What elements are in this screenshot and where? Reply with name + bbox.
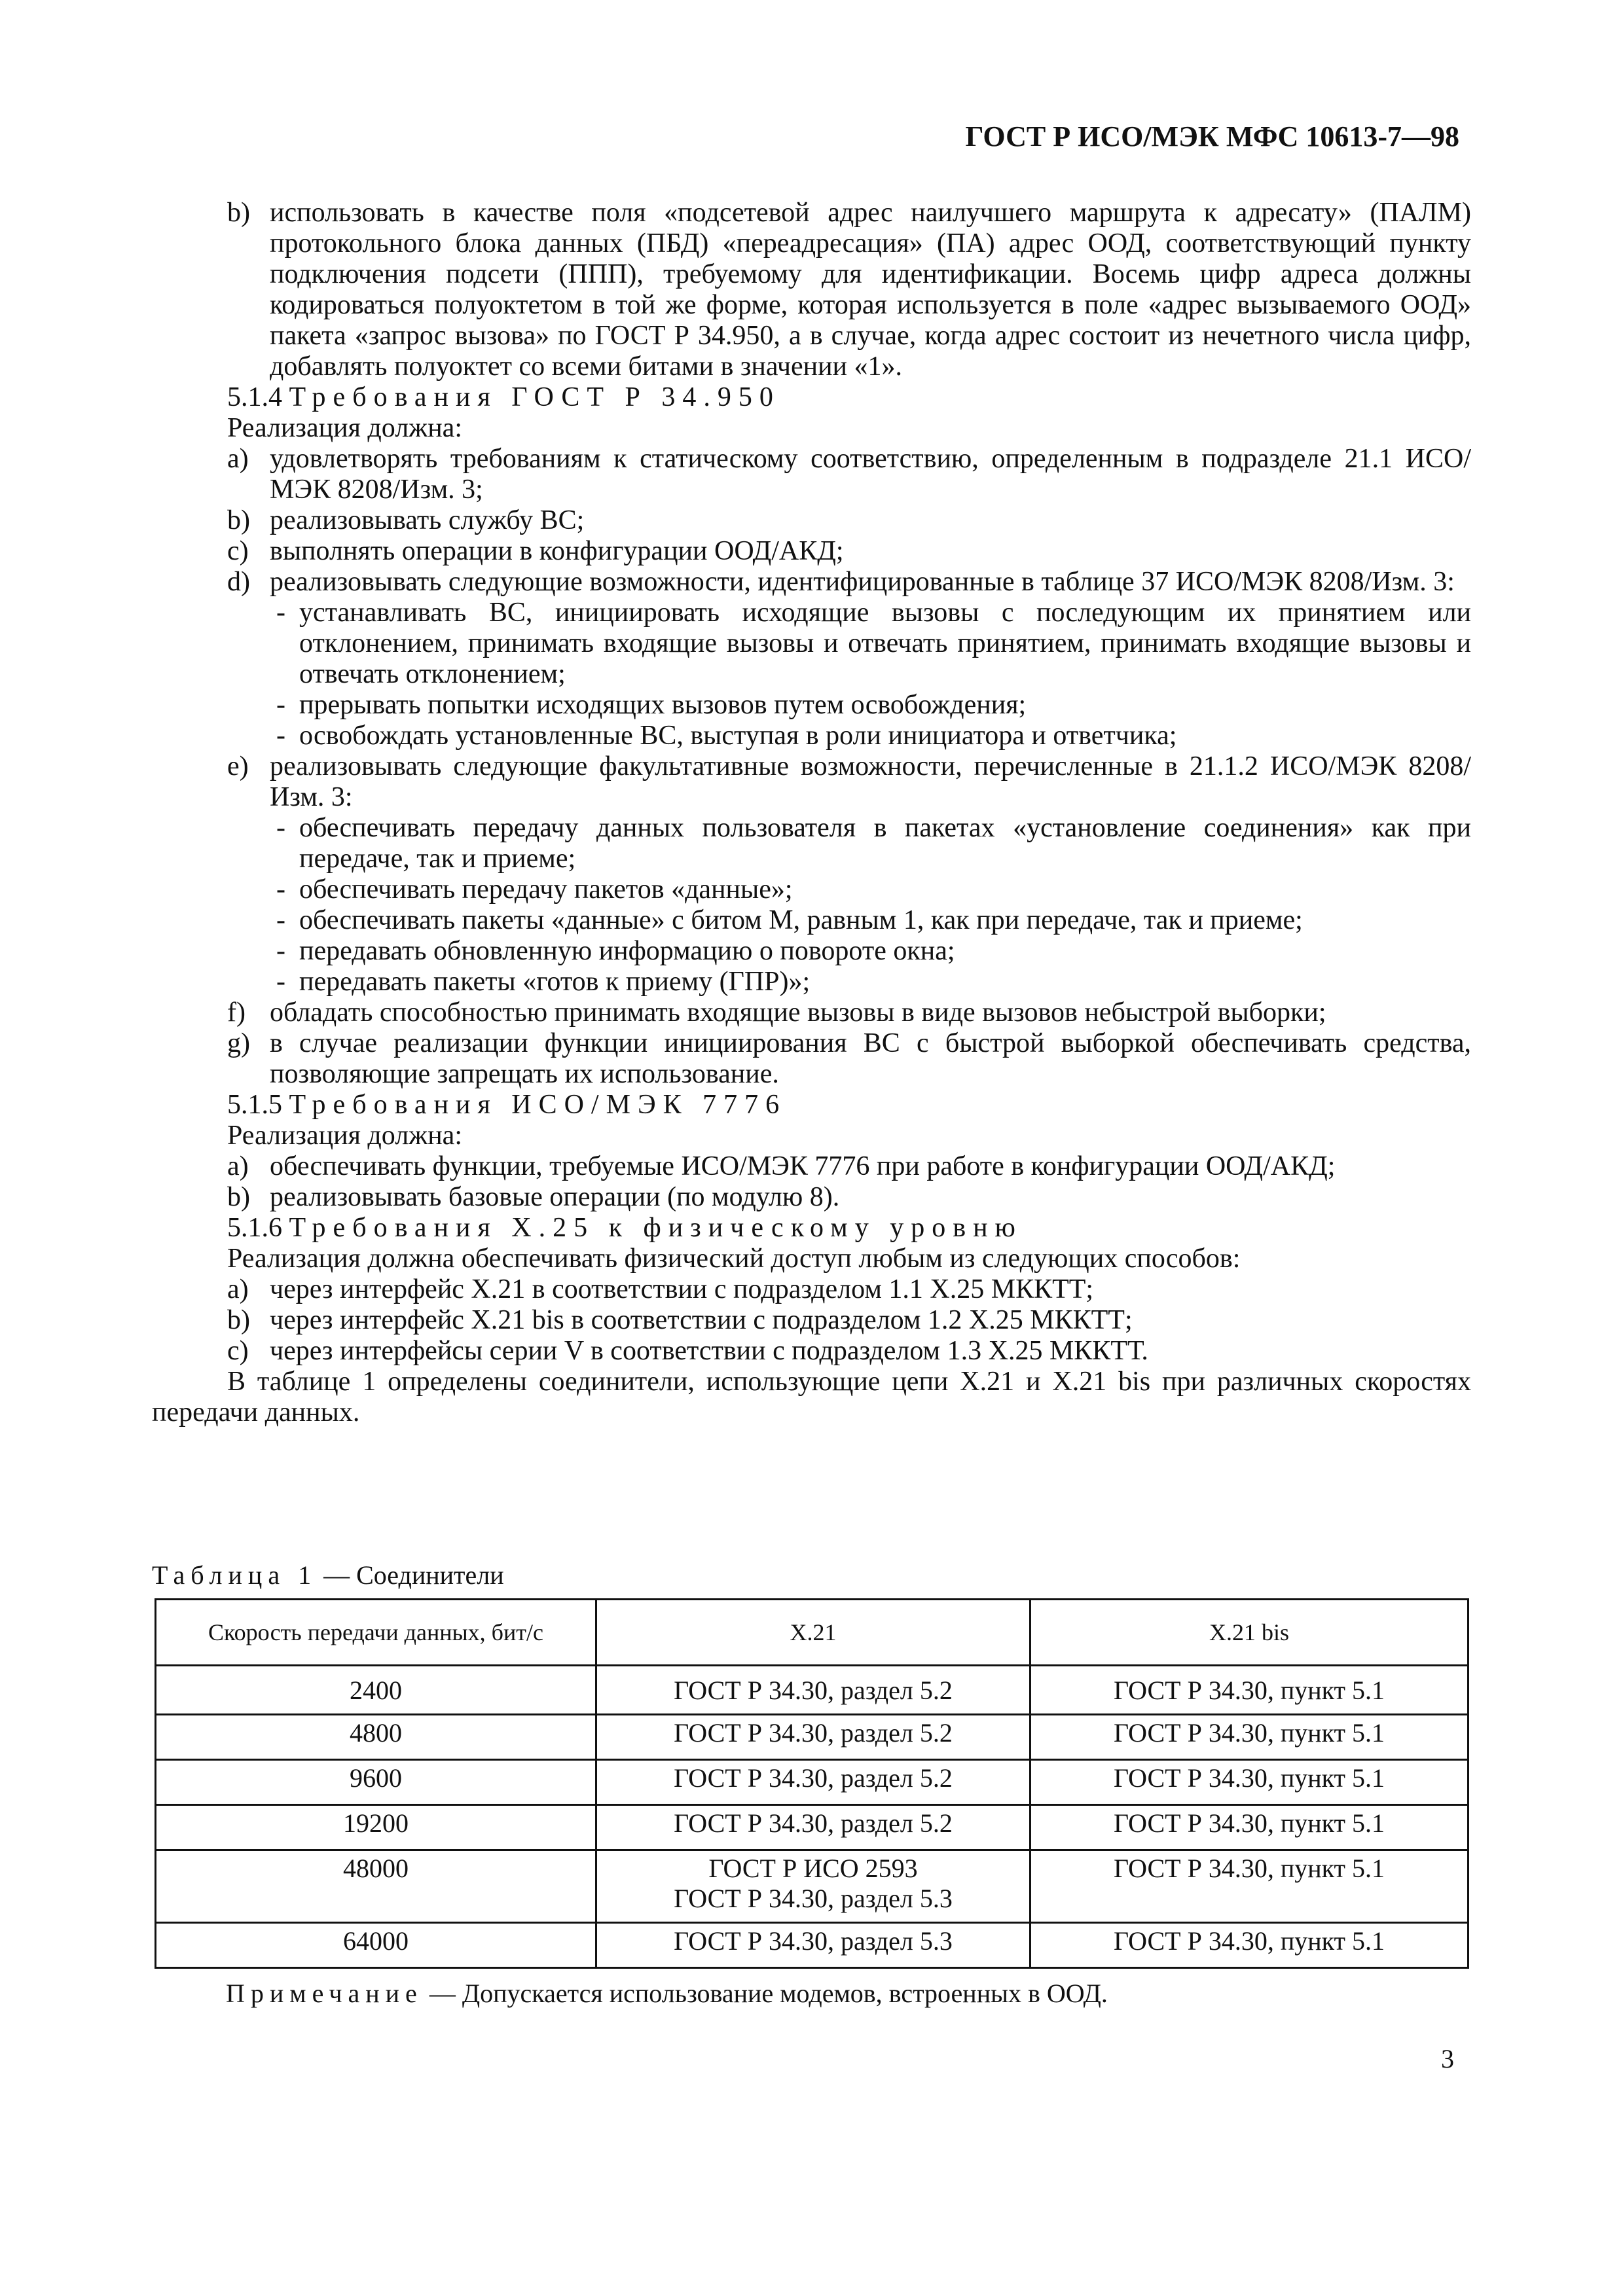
list-text: в случае реализации функции инициирования ВС с быстрой выборкой обеспечивать средства, позволяющие запрещать их использование. <box>270 1028 1471 1089</box>
dash-marker: - <box>276 936 285 966</box>
table-caption-label: Таблица 1 <box>152 1560 318 1590</box>
sublist-item <box>152 874 1471 905</box>
sublist-item <box>152 936 1471 967</box>
list-item-b <box>152 1305 1471 1336</box>
table-cell-speed: 4800 <box>156 1715 596 1760</box>
table-row <box>156 1760 1468 1805</box>
table-cell-x21bis: ГОСТ Р 34.30, пункт 5.1 <box>1030 1715 1468 1760</box>
cell-line: ГОСТ Р 34.30, раздел 5.2 <box>674 1718 953 1748</box>
list-marker: b) <box>227 198 250 228</box>
list-item-f <box>152 997 1471 1028</box>
table-caption-text: — Соединители <box>317 1560 504 1590</box>
section-title: Требования Х.25 к физическому уровню <box>289 1213 1023 1243</box>
list-marker: f) <box>227 997 246 1028</box>
note-text: — Допускается использование модемов, встроенных в ООД. <box>422 1979 1108 2008</box>
table-cell-speed: 19200 <box>156 1805 596 1850</box>
table-cell-x21bis: ГОСТ Р 34.30, пункт 5.1 <box>1030 1760 1468 1805</box>
closing-paragraph: В таблице 1 определены соединители, использующие цепи Х.21 и Х.21 bis при различных скоростях передачи данных. <box>152 1367 1471 1427</box>
sublist-text: обеспечивать пакеты «данные» с битом М, равным 1, как при передаче, так и приеме; <box>299 905 1303 935</box>
list-marker: e) <box>227 751 249 781</box>
sublist-text: обеспечивать передачу пакетов «данные»; <box>299 874 793 905</box>
section-intro: Реализация должна: <box>227 1121 462 1151</box>
list-marker: a) <box>227 444 249 474</box>
list-marker: d) <box>227 567 250 597</box>
list-text: через интерфейс Х.21 в соответствии с подразделом 1.1 Х.25 МККТТ; <box>270 1274 1094 1304</box>
table-cell-x21 <box>596 1850 1030 1923</box>
table-row <box>156 1666 1468 1715</box>
dash-marker: - <box>276 967 285 997</box>
sublist-item <box>152 721 1471 751</box>
section-heading-5-1-4 <box>152 382 1471 413</box>
sublist-item <box>152 598 1471 690</box>
sublist-text: устанавливать ВС, инициировать исходящие вызовы с последующим их принятием или отклонением, принимать входящие вызовы и отвечать принятием, принимать входящие вызовы и отвечать отклонением; <box>299 598 1471 689</box>
cell-line: ГОСТ Р 34.30, раздел 5.2 <box>674 1763 953 1793</box>
table-cell-x21bis: ГОСТ Р 34.30, пункт 5.1 <box>1030 1923 1468 1968</box>
list-text: обладать способностью принимать входящие вызовы в виде вызовов небыстрой выборки; <box>270 997 1326 1028</box>
table-cell-x21 <box>596 1715 1030 1760</box>
section-title: Требования ИСО/МЭК 7776 <box>289 1090 787 1120</box>
table-row <box>156 1850 1468 1923</box>
dash-marker: - <box>276 598 285 628</box>
table-cell-x21 <box>596 1666 1030 1715</box>
cell-line: ГОСТ Р 34.30, раздел 5.2 <box>674 1676 953 1705</box>
sublist-text: передавать пакеты «готов к приему (ГПР)»; <box>299 967 811 997</box>
list-item-a <box>152 1274 1471 1305</box>
list-marker: c) <box>227 536 249 566</box>
list-item-a <box>152 1151 1471 1182</box>
cell-line: ГОСТ Р 34.30, раздел 5.3 <box>674 1884 953 1913</box>
section-intro: Реализация должна обеспечивать физический доступ любым из следующих способов: <box>227 1244 1241 1274</box>
table-cell-speed: 2400 <box>156 1666 596 1715</box>
table-cell-x21bis: ГОСТ Р 34.30, пункт 5.1 <box>1030 1666 1468 1715</box>
dash-marker: - <box>276 905 285 935</box>
list-text: реализовывать службу ВС; <box>270 505 585 535</box>
list-text: обеспечивать функции, требуемые ИСО/МЭК 7776 при работе в конфигурации ООД/АКД; <box>270 1151 1336 1181</box>
list-item-b-top <box>152 198 1471 382</box>
list-text: через интерфейсы серии V в соответствии с подразделом 1.3 Х.25 МККТТ. <box>270 1336 1148 1366</box>
table-header-cell: Х.21 bis <box>1030 1600 1468 1666</box>
table-row <box>156 1715 1468 1760</box>
list-text: выполнять операции в конфигурации ООД/АКД; <box>270 536 844 566</box>
list-text: удовлетворять требованиям к статическому соответствию, определенным в подразделе 21.1 ИСО/МЭК 8208/Изм. 3; <box>270 444 1471 505</box>
main-text <box>152 198 1471 1428</box>
dash-marker: - <box>276 874 285 905</box>
sublist-item <box>152 813 1471 874</box>
table-cell-x21 <box>596 1923 1030 1968</box>
table-cell-speed: 48000 <box>156 1850 596 1923</box>
table-cell-speed: 9600 <box>156 1760 596 1805</box>
table-row <box>156 1923 1468 1968</box>
note-label: Примечание <box>226 1979 423 2008</box>
list-item-b <box>152 1182 1471 1213</box>
table-cell-speed: 64000 <box>156 1923 596 1968</box>
cell-line: ГОСТ Р 34.30, раздел 5.3 <box>674 1926 953 1956</box>
sublist-item <box>152 905 1471 936</box>
list-marker: g) <box>227 1028 250 1058</box>
sublist-text: обеспечивать передачу данных пользователя в пакетах «установление соединения» как при передаче, так и приеме; <box>299 813 1471 874</box>
table-cell-x21bis: ГОСТ Р 34.30, пункт 5.1 <box>1030 1805 1468 1850</box>
list-marker: a) <box>227 1274 249 1304</box>
list-marker: c) <box>227 1336 249 1366</box>
list-item-c <box>152 1336 1471 1367</box>
table-header-cell: Х.21 <box>596 1600 1030 1666</box>
list-marker: b) <box>227 1305 250 1335</box>
list-item-a <box>152 444 1471 505</box>
table-caption <box>152 1560 504 1590</box>
dash-marker: - <box>276 690 285 720</box>
list-text: через интерфейс Х.21 bis в соответствии с подразделом 1.2 Х.25 МККТТ; <box>270 1305 1133 1335</box>
section-number: 5.1.6 <box>227 1213 282 1243</box>
table-header-cell: Скорость передачи данных, бит/с <box>156 1600 596 1666</box>
sublist-text: передавать обновленную информацию о повороте окна; <box>299 936 955 966</box>
section-heading-5-1-6 <box>152 1213 1471 1244</box>
table-row <box>156 1805 1468 1850</box>
dash-marker: - <box>276 721 285 751</box>
list-marker: a) <box>227 1151 249 1181</box>
list-text: использовать в качестве поля «подсетевой адрес наилучшего маршрута к адресату» (ПАЛМ) протокольного блока данных (ПБД) «переадресация» (ПА) адрес ООД, соответствующий пункту подключения подсети (ППП), требуемому для идентификации. Восемь цифр адреса должны кодироваться полуоктетом в той же форме, которая используется в поле «адрес вызываемого ООД» пакета «запрос вызова» по ГОСТ Р 34.950, а в случае, когда адрес состоит из нечетного числа цифр, добавлять полуоктет со всеми битами в значении «1». <box>270 198 1471 382</box>
list-marker: b) <box>227 505 250 535</box>
sublist-item <box>152 967 1471 997</box>
list-text: реализовывать следующие возможности, идентифицированные в таблице 37 ИСО/МЭК 8208/Изм. 3: <box>270 567 1455 597</box>
table-cell-x21 <box>596 1805 1030 1850</box>
document-header: ГОСТ Р ИСО/МЭК МФС 10613-7—98 <box>965 120 1459 152</box>
list-text: реализовывать базовые операции (по модулю 8). <box>270 1182 840 1212</box>
section-number: 5.1.5 <box>227 1090 282 1120</box>
section-title: Требования ГОСТ Р 34.950 <box>289 382 780 412</box>
dash-marker: - <box>276 813 285 843</box>
table-header-row <box>156 1600 1468 1666</box>
page-number: 3 <box>1441 2044 1454 2073</box>
sublist-text: освобождать установленные ВС, выступая в роли инициатора и ответчика; <box>299 721 1177 751</box>
table-note <box>226 1978 1108 2009</box>
sublist-item <box>152 690 1471 721</box>
section-intro: Реализация должна: <box>227 413 462 443</box>
section-heading-5-1-5 <box>152 1090 1471 1121</box>
cell-line: ГОСТ Р 34.30, раздел 5.2 <box>674 1808 953 1838</box>
list-item-d <box>152 567 1471 598</box>
table-cell-x21bis: ГОСТ Р 34.30, пункт 5.1 <box>1030 1850 1468 1923</box>
table-cell-x21 <box>596 1760 1030 1805</box>
list-text: реализовывать следующие факультативные возможности, перечисленные в 21.1.2 ИСО/МЭК 8208/Изм. 3: <box>270 751 1471 812</box>
list-item-c <box>152 536 1471 567</box>
list-marker: b) <box>227 1182 250 1212</box>
list-item-g <box>152 1028 1471 1090</box>
cell-line: ГОСТ Р ИСО 2593 <box>708 1854 918 1883</box>
section-number: 5.1.4 <box>227 382 282 412</box>
list-item-b <box>152 505 1471 536</box>
connectors-table <box>155 1598 1469 1969</box>
sublist-text: прерывать попытки исходящих вызовов путем освобождения; <box>299 690 1027 720</box>
list-item-e <box>152 751 1471 813</box>
